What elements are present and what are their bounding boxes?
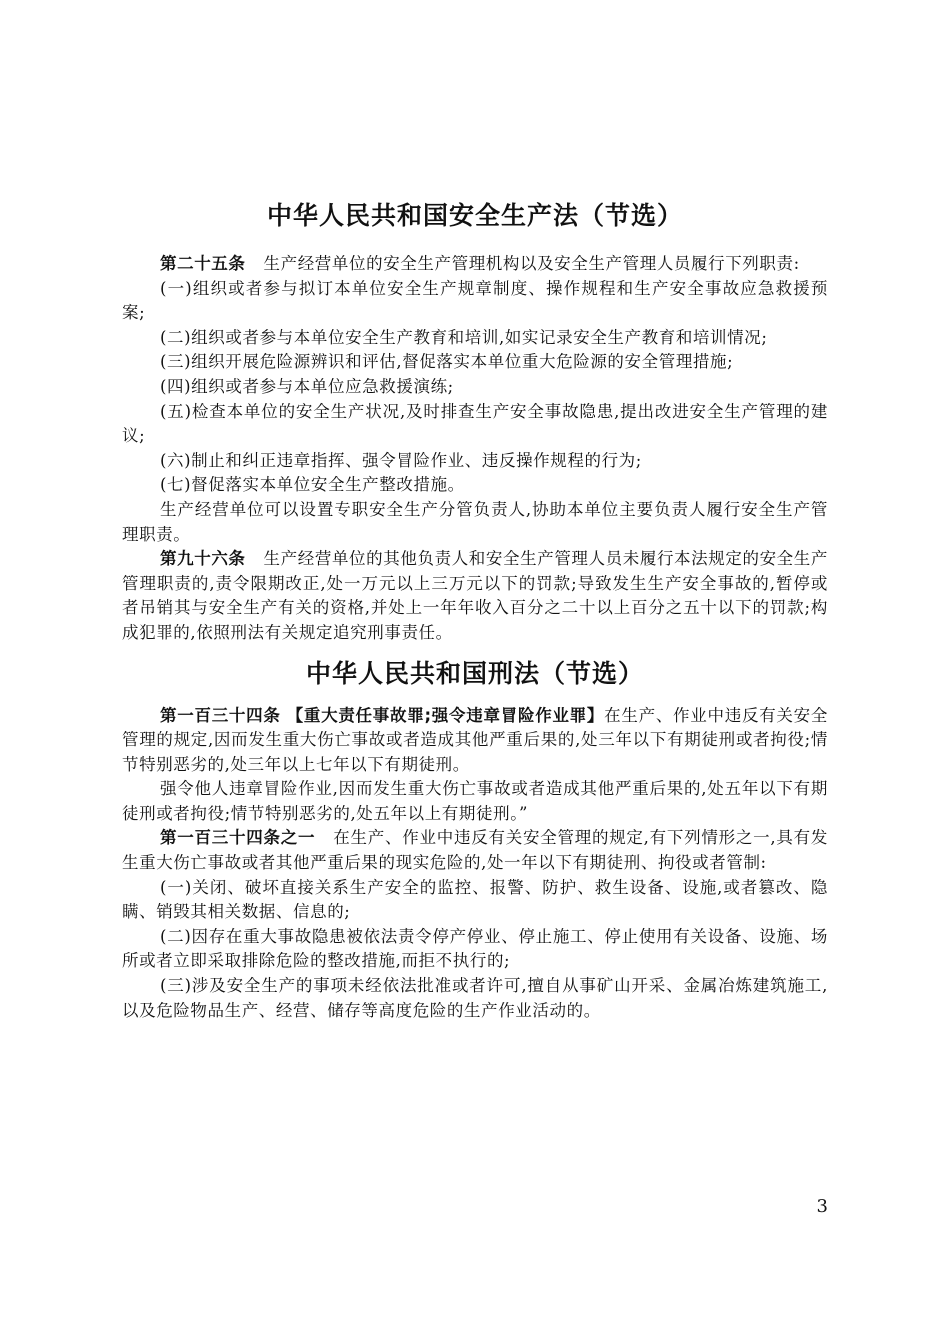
list-item: (三)涉及安全生产的事项未经依法批准或者许可,擅自从事矿山开采、金属冶炼建筑施工,以及危险物品生产、经营、储存等高度危险的生产作业活动的。 bbox=[122, 976, 828, 1020]
article-134 bbox=[122, 704, 828, 778]
article-number: 第一百三十四条之一 bbox=[160, 828, 316, 848]
article-25 bbox=[122, 252, 828, 277]
article-text: 在生产、作业中违反有关安全管理的规定,有下列情形之一,具有发生重大伤亡事故或者其他严重后果的现实危险的,处一年以下有期徒刑、拘役或者管制: bbox=[122, 828, 828, 873]
list-item: (一)组织或者参与拟订本单位安全生产规章制度、操作规程和生产安全事故应急救援预案; bbox=[122, 278, 828, 323]
list-item: (七)督促落实本单位安全生产整改措施。 bbox=[160, 475, 465, 495]
list-item: (二)因存在重大事故隐患被依法责令停产停业、停止施工、停止使用有关设备、设施、场所或者立即采取排除危险的整改措施,而拒不执行的; bbox=[122, 926, 828, 971]
article-134-1 bbox=[122, 826, 828, 875]
list-item: (六)制止和纠正违章指挥、强令冒险作业、违反操作规程的行为; bbox=[160, 450, 642, 470]
list-item: (四)组织或者参与本单位应急救援演练; bbox=[160, 376, 454, 396]
article-number: 第二十五条 bbox=[160, 254, 246, 273]
list-item: (五)检查本单位的安全生产状况,及时排查生产安全事故隐患,提出改进安全生产管理的建议; bbox=[122, 401, 828, 446]
article-number: 第九十六条 bbox=[160, 549, 246, 569]
document-page bbox=[122, 198, 828, 1023]
list-item: (二)组织或者参与本单位安全生产教育和培训,如实记录安全生产教育和培训情况; bbox=[160, 327, 768, 347]
crime-name: 【重大责任事故罪;强令违章冒险作业罪】 bbox=[286, 705, 605, 725]
list-item: (一)关闭、破坏直接关系生产安全的监控、报警、防护、救生设备、设施,或者篡改、隐瞒、销毁其相关数据、信息的; bbox=[122, 877, 828, 922]
article-paragraph: 强令他人违章冒险作业,因而发生重大伤亡事故或者造成其他严重后果的,处五年以下有期徒刑或者拘役;情节特别恶劣的,处五年以上有期徒刑。” bbox=[122, 779, 828, 823]
article-paragraph: 生产经营单位可以设置专职安全生产分管负责人,协助本单位主要负责人履行安全生产管理职责。 bbox=[122, 499, 828, 544]
article-text: 生产经营单位的其他负责人和安全生产管理人员未履行本法规定的安全生产管理职责的,责令限期改正,处一万元以上三万元以下的罚款;导致发生生产安全事故的,暂停或者吊销其与安全生产有关的资格,并处上一年年收入百分之二十以上百分之五十以下的罚款;构成犯罪的,依照刑法有关规定追究刑事责任。 bbox=[122, 549, 828, 642]
article-text: 生产经营单位的安全生产管理机构以及安全生产管理人员履行下列职责: bbox=[263, 254, 800, 273]
section-title-safety-law: 中华人民共和国安全生产法（节选） bbox=[266, 201, 683, 230]
section-title-criminal-law: 中华人民共和国刑法（节选） bbox=[305, 658, 644, 688]
page-number: 3 bbox=[816, 1196, 828, 1217]
list-item: (三)组织开展危险源辨识和评估,督促落实本单位重大危险源的安全管理措施; bbox=[160, 352, 734, 372]
article-text: 在生产、作业中违反有关安全管理的规定,因而发生重大伤亡事故或者造成其他严重后果的,处三年以下有期徒刑或者拘役;情节特别恶劣的,处三年以上七年以下有期徒刑。 bbox=[122, 705, 828, 774]
article-96 bbox=[122, 547, 828, 645]
article-number: 第一百三十四条 bbox=[160, 705, 281, 725]
